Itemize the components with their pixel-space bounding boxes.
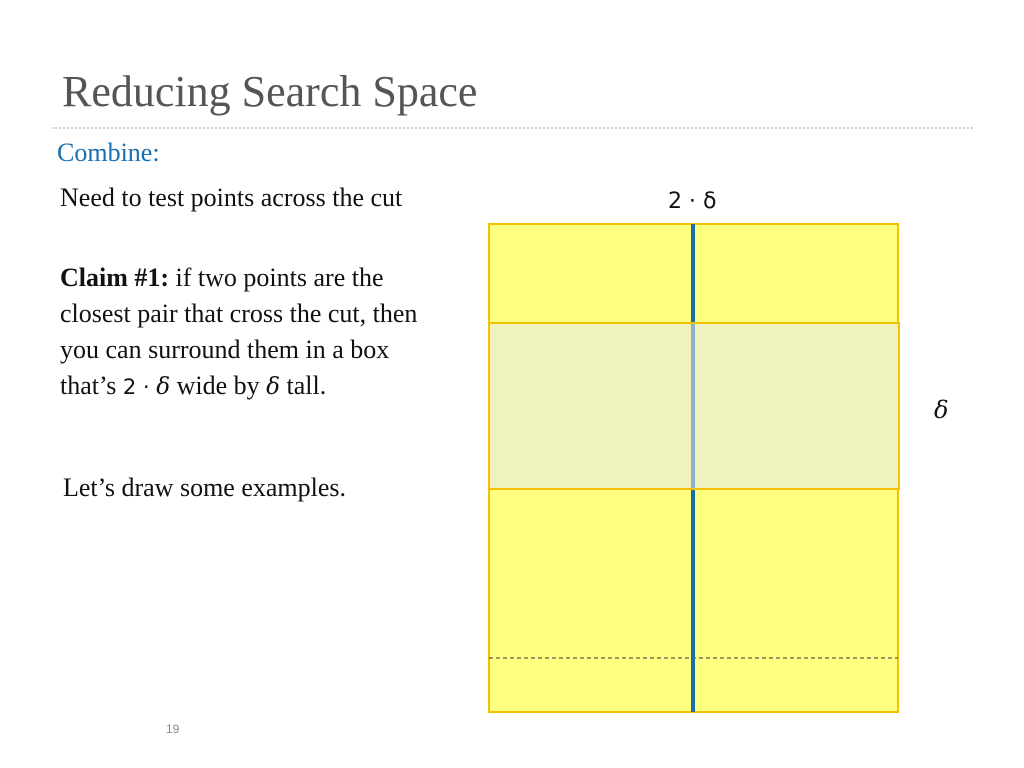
- height-label: δ: [934, 396, 949, 424]
- claim-height-delta: δ: [266, 374, 280, 400]
- width-label: 2 ⋅ δ: [668, 189, 717, 214]
- claim-label: Claim #1:: [60, 263, 170, 292]
- claim-width-expression: 2 ⋅: [122, 375, 157, 399]
- slide-subtitle: Combine:: [57, 138, 160, 167]
- paragraph-test-points: Need to test points across the cut: [60, 183, 403, 212]
- claim-text-start: if two points are the closest pair that cross the cut, then you can surround them in a box that’s: [60, 263, 418, 400]
- claim-text-middle: wide by: [170, 371, 267, 400]
- claim-width-delta: δ: [156, 374, 171, 400]
- claim-text-end: tall.: [280, 371, 327, 400]
- page-number: 19: [166, 722, 180, 736]
- paragraph-examples: Let’s draw some examples.: [63, 473, 347, 502]
- slide-title: Reducing Search Space: [62, 67, 478, 116]
